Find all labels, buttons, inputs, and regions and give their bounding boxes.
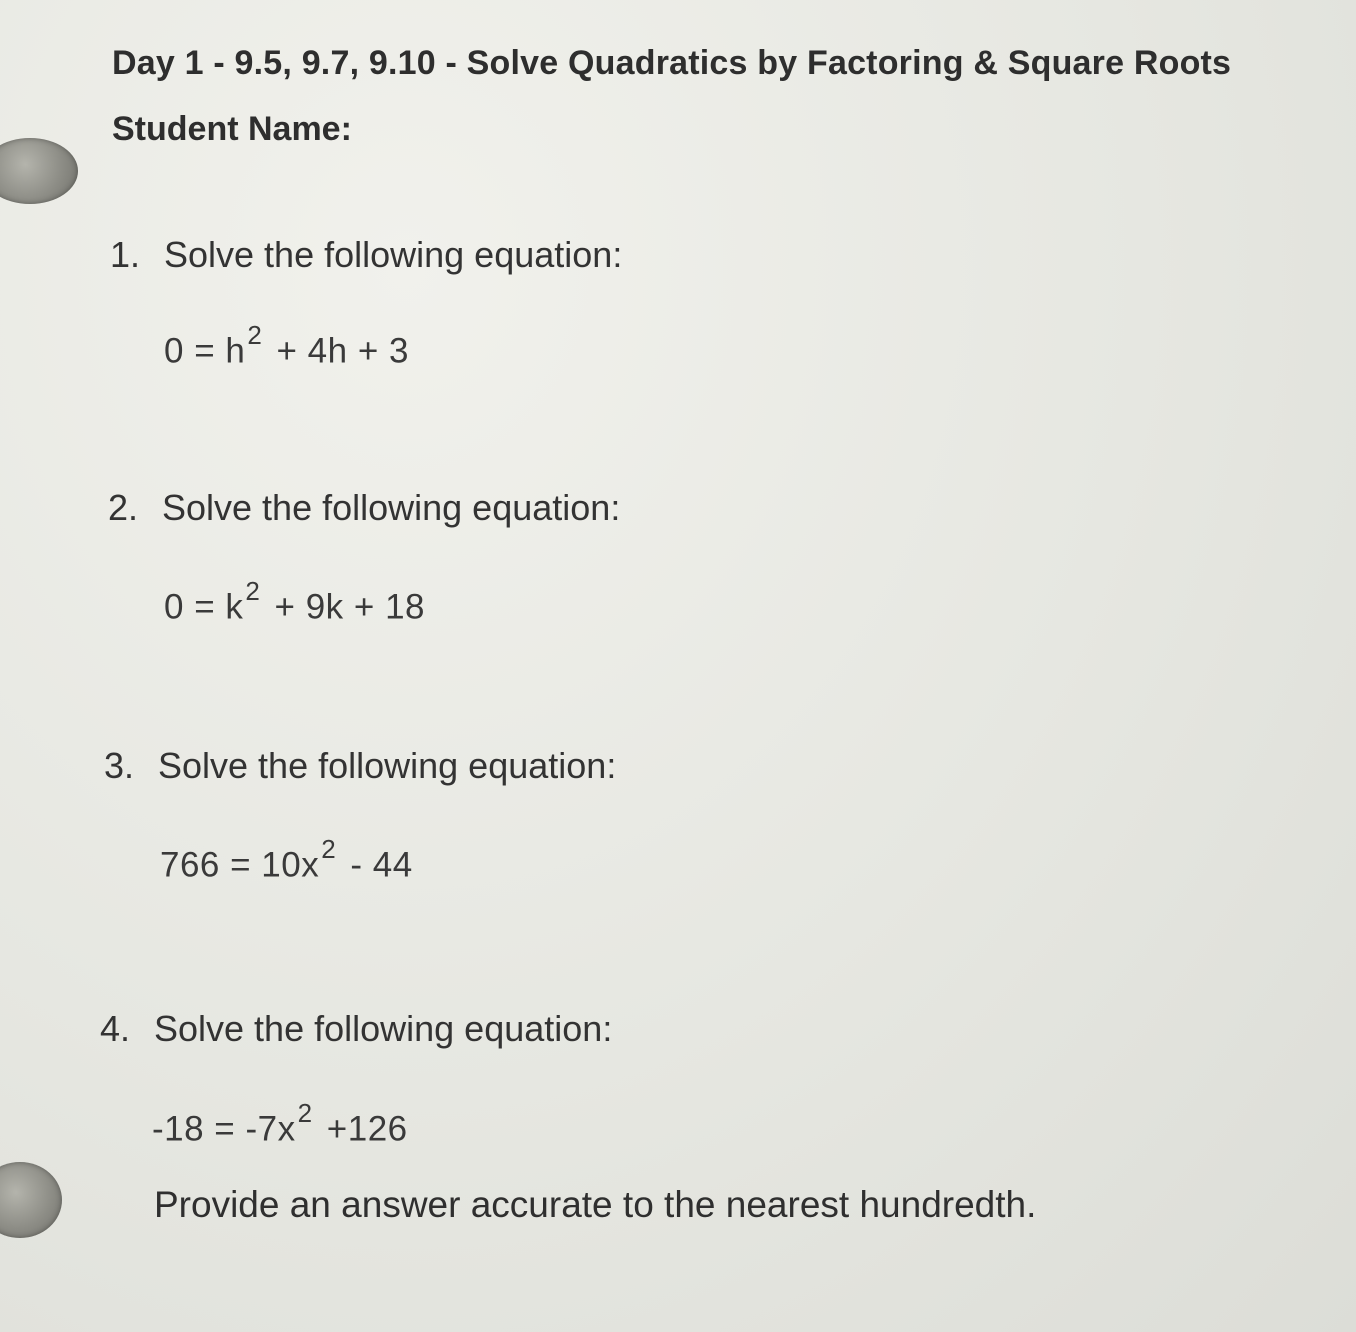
equation-rhs: + 4h + 3 xyxy=(266,331,409,371)
question-number: 3. xyxy=(104,745,135,786)
question-prompt: Solve the following equation: xyxy=(154,1008,613,1049)
equation-rhs: + 9k + 18 xyxy=(264,587,425,627)
question-1 xyxy=(110,234,622,276)
equation-2 xyxy=(164,576,425,628)
equation-lhs: 0 = k xyxy=(164,587,244,627)
equation-lhs: -18 = -7x xyxy=(152,1109,296,1149)
worksheet-title: Day 1 - 9.5, 9.7, 9.10 - Solve Quadratics by Factoring & Square Roots xyxy=(112,44,1232,82)
equation-1 xyxy=(164,320,409,372)
question-number: 4. xyxy=(100,1008,131,1049)
equation-rhs: - 44 xyxy=(340,845,413,885)
equation-4 xyxy=(152,1098,408,1150)
rounding-instruction: Provide an answer accurate to the nearest hundredth. xyxy=(154,1184,1037,1225)
equation-exponent: 2 xyxy=(247,320,263,350)
question-3 xyxy=(104,745,616,787)
equation-3 xyxy=(160,834,413,886)
question-number: 2. xyxy=(108,487,139,528)
question-2 xyxy=(108,487,620,529)
punch-hole-bottom xyxy=(0,1162,62,1238)
question-prompt: Solve the following equation: xyxy=(164,234,623,275)
question-number: 1. xyxy=(110,234,141,275)
equation-lhs: 0 = h xyxy=(164,331,246,371)
equation-exponent: 2 xyxy=(245,576,261,606)
equation-exponent: 2 xyxy=(321,834,337,864)
equation-rhs: +126 xyxy=(316,1109,408,1149)
student-name-label: Student Name: xyxy=(112,110,352,148)
question-4 xyxy=(100,1008,612,1050)
question-prompt: Solve the following equation: xyxy=(162,487,621,528)
equation-exponent: 2 xyxy=(297,1098,313,1128)
question-prompt: Solve the following equation: xyxy=(158,745,617,786)
equation-lhs: 766 = 10x xyxy=(160,845,320,885)
punch-hole-top xyxy=(0,138,78,204)
